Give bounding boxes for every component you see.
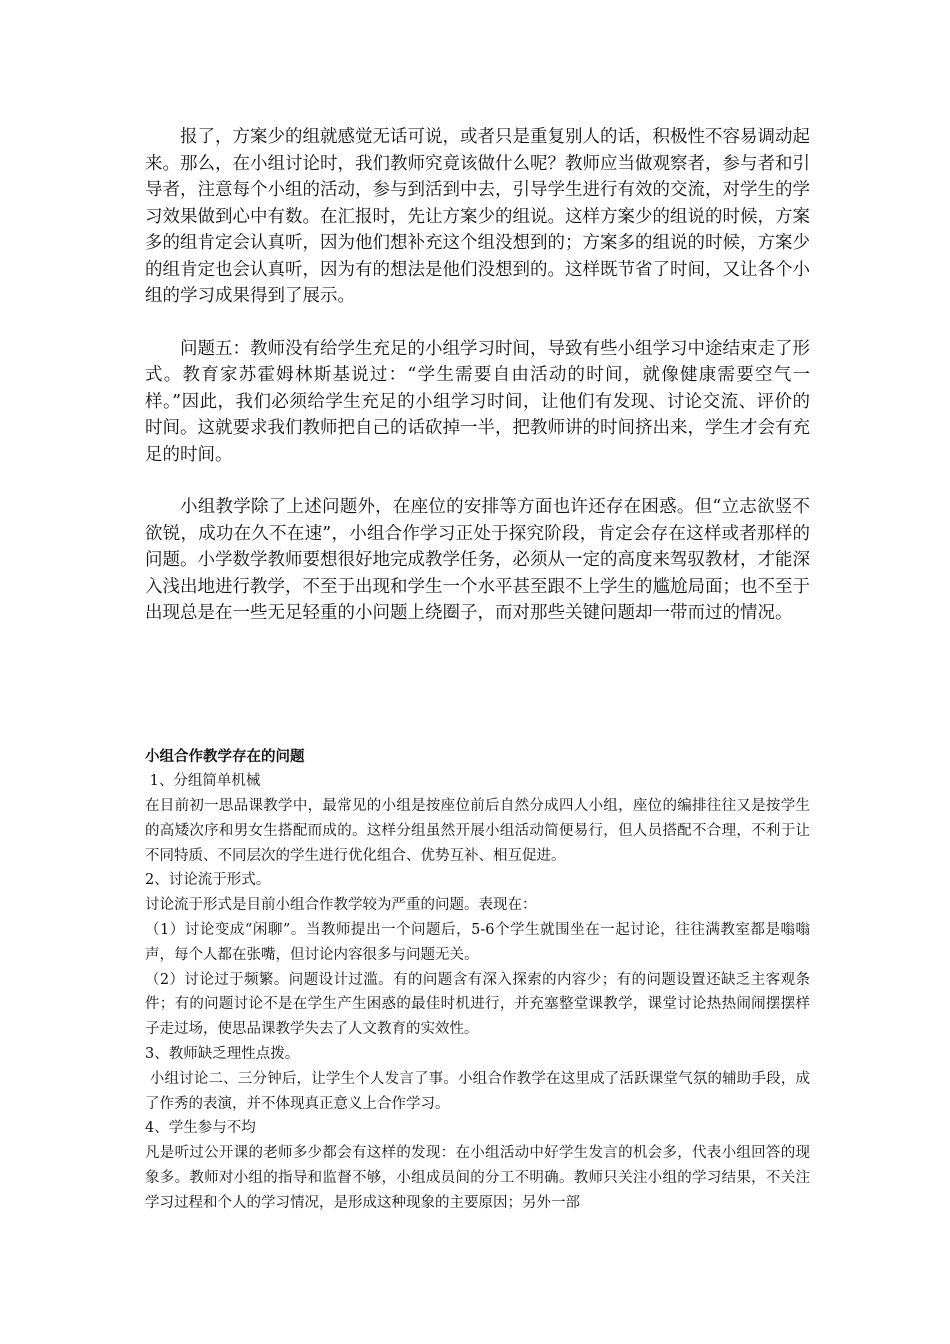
text-discussion-frequent: （2）讨论过于频繁。问题设计过滥。有的问题含有深入探索的内容少；有的问题设置还缺乏主客观条件；有的问题讨论不是在学生产生困惑的最佳时机进行，并充塞整堂课教学，课堂讨论热热闹闹摆摆样子走过场，使思品课教学失去了人文教育的实效性。 (145, 971, 810, 1038)
section-title: 小组合作教学存在的问题 (145, 747, 305, 765)
section-gap (145, 627, 810, 745)
heading-3-teacher: 3、教师缺乏理性点拨。 (145, 1046, 300, 1063)
text-grouping: 在目前初一思品课教学中，最常见的小组是按座位前后自然分成四人小组，座位的编排往往又是按学生的高矮次序和男女生搭配而成的。这样分组虽然开展小组活动简便易行，但人员搭配不合理，不利于让不同特质、不同层次的学生进行优化组合、优势互补、相互促进。 (145, 798, 810, 864)
paragraph-report-strategy: 报了，方案少的组就感觉无话可说，或者只是重复别人的话，积极性不容易调动起来。那么，在小组讨论时，我们教师究竟该做什么呢？教师应当做观察者，参与者和引导者，注意每个小组的活动，参与到活到中去，引导学生进行有效的交流，对学生的学习效果做到心中有数。在汇报时，先让方案少的组说。这样方案少的组说的时候，方案多的组肯定会认真听，因为他们想补充这个组没想到的；方案多的组说的时候，方案少的组肯定也会认真听，因为有的想法是他们没想到的。这样既节省了时间，又让各个小组的学习成果得到了展示。 (145, 127, 810, 306)
heading-4-participation: 4、学生参与不均 (145, 1120, 256, 1137)
text-discussion-chat: （1）讨论变成“闲聊”。当教师提出一个问题后，5-6个学生就围坐在一起讨论，往往满教室都是嗡嗡声，每个人都在张嘴，但讨论内容很多与问题无关。 (145, 922, 810, 963)
document-page (145, 124, 810, 1216)
paragraph-conclusion: 小组教学除了上述问题外，在座位的安排等方面也许还存在困惑。但“立志欲竖不欲锐，成功在久不在速”，小组合作学习正处于探究阶段，肯定会存在这样或者那样的问题。小学数学教师要想很好地完成教学任务，必须从一定的高度来驾驭教材，才能深入浅出地进行教学，不至于出现和学生一个水平甚至跟不上学生的尴尬局面；也不至于出现总是在一些无足轻重的小问题上绕圈子，而对那些关键问题却一带而过的情况。 (145, 497, 810, 623)
paragraph-problem-five: 问题五：教师没有给学生充足的小组学习时间，导致有些小组学习中途结束走了形式。教育家苏霍姆林斯基说过：“学生需要自由活动的时间，就像健康需要空气一样。”因此，我们必须给学生充足的小组学习时间，让他们有发现、讨论交流、评价的时间。这就要求我们教师把自己的话砍掉一半，把教师讲的时间挤出来，学生才会有充足的时间。 (145, 338, 810, 465)
text-teacher: 小组讨论二、三分钟后，让学生个人发言了事。小组合作教学在这里成了活跃课堂气氛的辅助手段，成了作秀的表演，并不体现真正意义上合作学习。 (145, 1070, 811, 1112)
text-discussion-intro: 讨论流于形式是目前小组合作教学较为严重的问题。表现在： (145, 897, 537, 914)
text-participation: 凡是听过公开课的老师多少都会有这样的发现：在小组活动中好学生发言的机会多，代表小组回答的现象多。教师对小组的指导和监督不够，小组成员间的分工不明确。教师只关注小组的学习结果，不关注学习过程和个人的学习情况，是形成这种现象的主要原因；另外一部 (145, 1145, 810, 1211)
heading-2-discussion: 2、讨论流于形式。 (145, 872, 271, 889)
heading-1-grouping: 1、分组简单机械 (145, 773, 261, 790)
